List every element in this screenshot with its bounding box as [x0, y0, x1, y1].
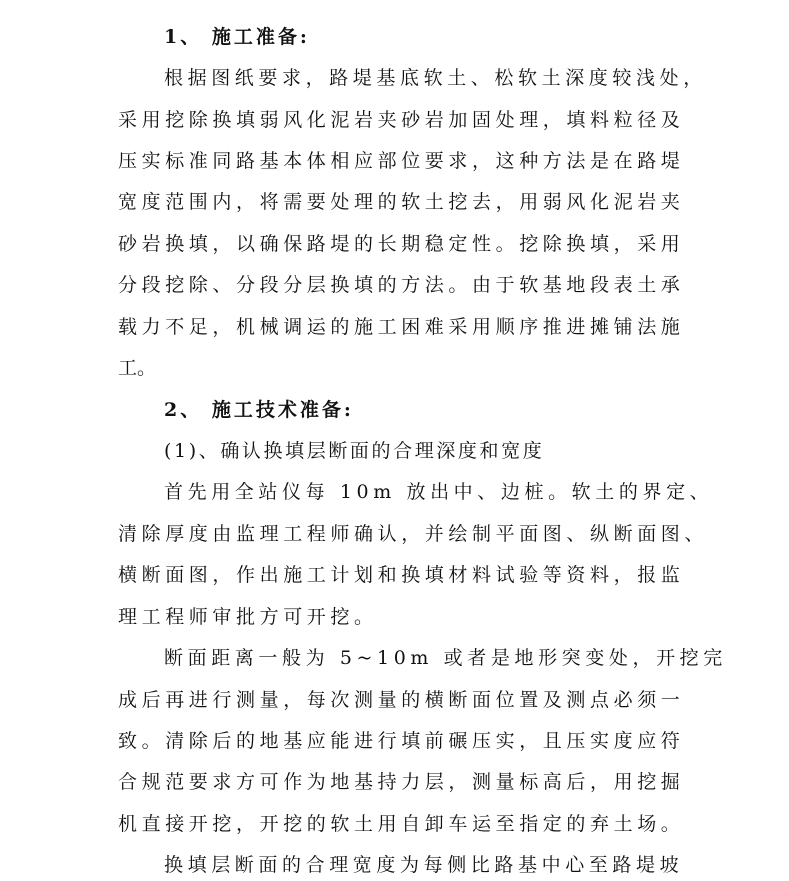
section-heading-technical-preparation: 2、 施工技术准备:	[164, 399, 354, 421]
paragraph-line: 致。清除后的地基应能进行填前碾压实，且压实度应符	[118, 730, 685, 752]
paragraph-line: 换填层断面的合理宽度为每侧比路基中心至路堤坡	[164, 854, 684, 876]
paragraph-line: 采用挖除换填弱风化泥岩夹砂岩加固处理，填料粒径及	[118, 109, 685, 131]
paragraph-line: 根据图纸要求，路堤基底软土、松软土深度较浅处，	[164, 67, 707, 89]
paragraph-line: 横断面图，作出施工计划和换填材料试验等资料，报监	[118, 564, 685, 586]
paragraph-line: 压实标准同路基本体相应部位要求，这种方法是在路堤	[118, 150, 685, 172]
paragraph-line: 清除厚度由监理工程师确认，并绘制平面图、纵断面图、	[118, 523, 709, 545]
paragraph-line: 宽度范围内，将需要处理的软土挖去，用弱风化泥岩夹	[118, 191, 685, 213]
paragraph-line: 砂岩换填，以确保路堤的长期稳定性。挖除换填，采用	[118, 233, 685, 255]
paragraph-line: 首先用全站仪每 10m 放出中、边桩。软土的界定、	[164, 481, 714, 503]
paragraph-line: 断面距离一般为 5~10m 或者是地形突变处，开挖完	[164, 647, 727, 669]
paragraph-line: 分段挖除、分段分层换填的方法。由于软基地段表土承	[118, 274, 685, 296]
paragraph-line: 机直接开挖，开挖的软土用自卸车运至指定的弃土场。	[118, 813, 685, 835]
paragraph-line: 成后再进行测量，每次测量的横断面位置及测点必须一	[118, 689, 685, 711]
paragraph-line: 理工程师审批方可开挖。	[118, 606, 378, 628]
subsection-heading-section-depth-width: (1)、确认换填层断面的合理深度和宽度	[164, 440, 545, 462]
section-heading-construction-preparation: 1、 施工准备:	[164, 26, 310, 48]
paragraph-line: 合规范要求方可作为地基持力层，测量标高后，用挖掘	[118, 771, 685, 793]
paragraph-line: 载力不足，机械调运的施工困难采用顺序推进摊铺法施	[118, 316, 685, 338]
paragraph-line: 工。	[118, 357, 157, 379]
